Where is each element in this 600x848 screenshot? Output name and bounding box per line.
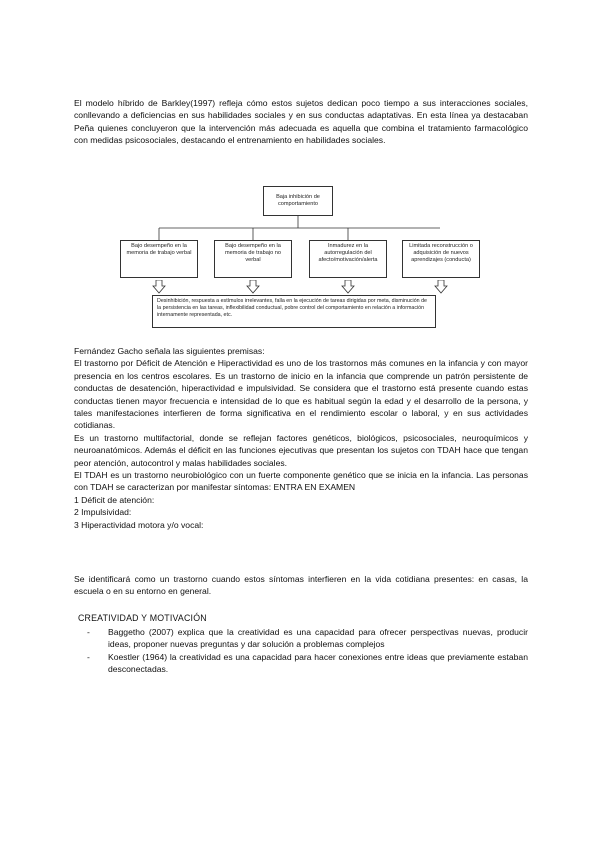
creativity-bullet-list (87, 626, 528, 676)
diagram-box-verbal-memory: Bajo desempeño en la memoria de trabajo verbal (120, 240, 198, 278)
bullet-dash: - (87, 651, 90, 662)
symptom-item: 2 Impulsividad: (74, 507, 132, 518)
barkley-model-diagram (110, 180, 473, 330)
list-item (87, 626, 528, 651)
diagram-box-nonverbal-memory: Bajo desempeño en la memoria de trabajo no verbal (214, 240, 292, 278)
premisa-paragraph-3: El TDAH es un trastorno neurobiológico con un fuerte componente genético que se inicia en la infancia. Las personas con TDAH se caracterizan por manifestar síntomas: ENTRA EN EXAMEN (74, 470, 528, 493)
down-arrow-icon (341, 280, 355, 294)
list-item (87, 651, 528, 676)
premisa-paragraph-2: Es un trastorno multifactorial, donde se reflejan factores genéticos, biológicos, psicosociales, neuroquímicos y neuroanatómicos. Además el déficit en las funciones ejecutivas que presentan los sujetos con TDAH hace que tengan peor atención, autocontrol y malas habilidades sociales. (74, 432, 528, 468)
down-arrow-icon (152, 280, 166, 294)
diagram-box-reconstruction: Limitada reconstrucción o adquisición de nuevos aprendizajes (conducta) (402, 240, 480, 278)
bullet-text: Baggetho (2007) explica que la creatividad es una capacidad para ofrecer perspectivas nuevas, producir ideas, proponer nuevas preguntas y dar solución a problemas complejos (108, 627, 528, 650)
diagram-box-self-regulation: Inmadurez en la autorregulación del afecto/motivación/alerta (309, 240, 387, 278)
diagram-bottom-box: Desinhibición, respuesta a estímulos irrelevantes, falla en la ejecución de tareas dirigidas por meta, disminución de la persistencia en las tareas, inflexibilidad conductual, pobre control del comportamiento en relación a información internamente representada, etc. (152, 295, 436, 328)
symptom-item: 3 Hiperactividad motora y/o vocal: (74, 519, 204, 530)
bullet-dash: - (87, 627, 90, 637)
identification-paragraph: Se identificará como un trastorno cuando estos síntomas interfieren en la vida cotidiana presentes: en casas, la escuela o en su entorno en general. (74, 574, 528, 597)
intro-paragraph: El modelo híbrido de Barkley(1997) refleja cómo estos sujetos dedican poco tiempo a sus interacciones sociales, conllevando a deficiencias en sus habilidades sociales y en sus conductas adaptativas. En esta línea ya destacaban Peña quienes concluyeron que la intervención más adecuada es aquella que combina el tratamiento farmacológico con medidas psicosociales, destacando el entrenamiento en habilidades sociales. (74, 98, 528, 146)
premisa-paragraph-1: El trastorno por Déficit de Atención e Hiperactividad es uno de los trastornos más comunes en la infancia y con mayor presencia en los centros escolares. Es un trastorno de inicio en la infancia que comprende un patrón persistente de conductas de desatención, hiperactividad e impulsividad. Se considera que el trastorno está presente cuando estas conductas tienen mayor frecuencia e intensidad de lo que es habitual según la edad y el desarrollo de la persona, y tales manifestaciones interfieren de forma significativa en el rendimiento escolar o laboral, y en sus actividades cotidianas. (74, 358, 528, 431)
bullet-text: Koestler (1964) la creatividad es una capacidad para hacer conexiones entre ideas que previamente estaban desconectadas. (108, 651, 528, 675)
diagram-top-box: Baja inhibición de comportamiento (263, 186, 333, 216)
down-arrow-icon (246, 280, 260, 294)
symptom-item: 1 Déficit de atención: (74, 494, 155, 505)
down-arrow-icon (434, 280, 448, 294)
premisas-block (74, 345, 528, 531)
premisas-intro: Fernández Gacho señala las siguientes premisas: (74, 346, 265, 356)
section-title: CREATIVIDAD Y MOTIVACIÓN (78, 613, 207, 623)
